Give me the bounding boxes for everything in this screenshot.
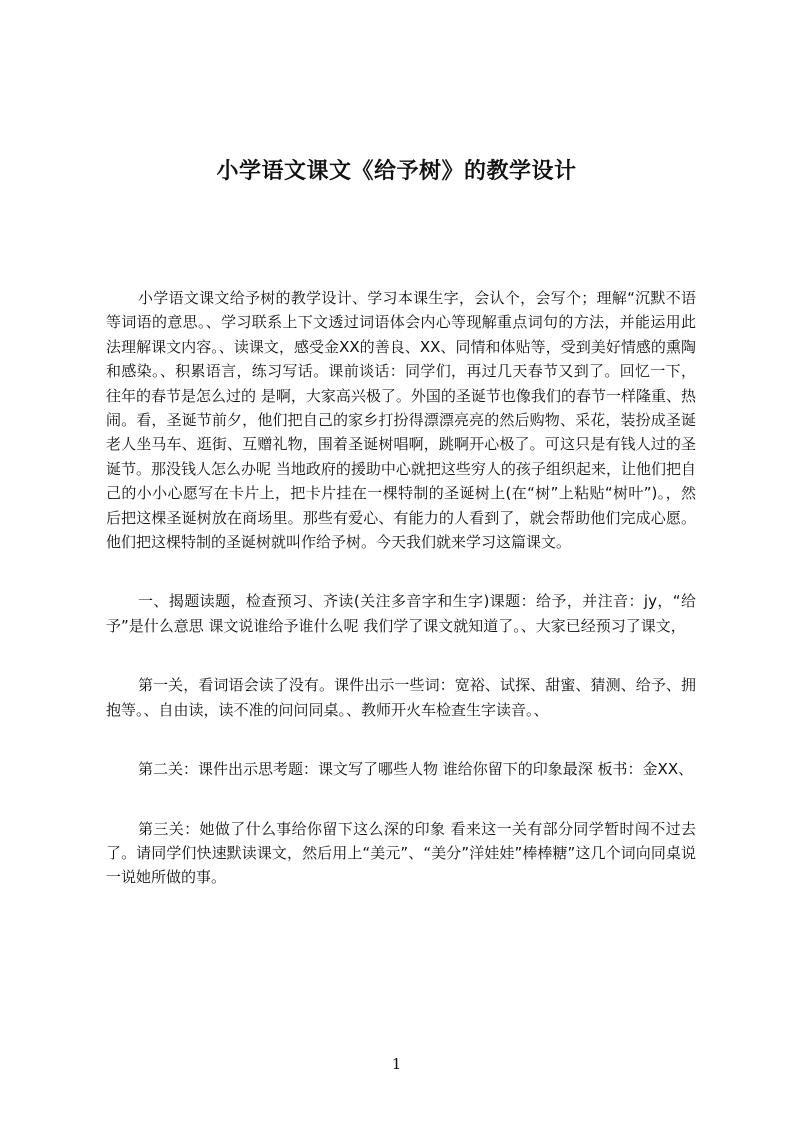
first-level-paragraph: 第一关，看词语会读了没有。课件出示一些词：宽裕、试探、甜蜜、猜测、给予、拥抱等。、自由读，读不准的问问同桌。、教师开火车检查生字读音。、: [106, 676, 696, 719]
intro-paragraph: 小学语文课文给予树的教学设计、学习本课生字，会认个，会写个；理解“沉默不语等词语的意思。、学习联系上下文透过词语体会内心等现解重点词句的方法，并能运用此法理解课文内容。、读课文，感受金XX的善良、XX、同情和体贴等，受到美好情感的熏陶和感染。、积累语言，练习写话。课前谈话：同学们，再过几天春节又到了。回忆一下，往年的春节是怎么过的 是啊，大家高兴极了。外国的圣诞节也像我们的春节一样隆重、热闹。看，圣诞节前夕，他们把自己的家乡打扮得漂漂亮亮的然后购物、采花，装扮成圣诞老人坐马车、逛街、互赠礼物，围着圣诞树唱啊，跳啊开心极了。可这只是有钱人过的圣诞节。那没钱人怎么办呢 当地政府的援助中心就把这些穷人的孩子组织起来，让他们把自己的小小心愿写在卡片上，把卡片挂在一棵特制的圣诞树上(在“树”上粘贴“树叶”)。，然后把这棵圣诞树放在商场里。那些有爱心、有能力的人看到了，就会帮助他们完成心愿。他们把这棵特制的圣诞树就叫作给予树。今天我们就来学习这篇课文。: [106, 289, 696, 552]
document-body: [106, 286, 696, 925]
second-level-paragraph: 第二关：课件出示思考题：课文写了哪些人物 谁给你留下的印象最深 板书：金XX、: [138, 760, 694, 779]
page-number: 1: [391, 1055, 402, 1073]
page-title: 小学语文课文《给予树》的教学设计: [216, 158, 577, 184]
step-one-paragraph: 一、揭题读题，检查预习、齐读(关注多音字和生字)课题：给予，并注音：jy，“给予”是什么意思 课文说谁给予谁什么呢 我们学了课文就知道了。、大家已经预习了课文，: [106, 592, 696, 635]
third-level-paragraph: 第三关：她做了什么事给你留下这么深的印象 看来这一关有部分同学暂时闯不过去了。请同学们快速默读课文，然后用上“美元”、“美分”洋娃娃”棒棒糖”这几个词向同桌说一说她所做的事。: [106, 819, 696, 887]
